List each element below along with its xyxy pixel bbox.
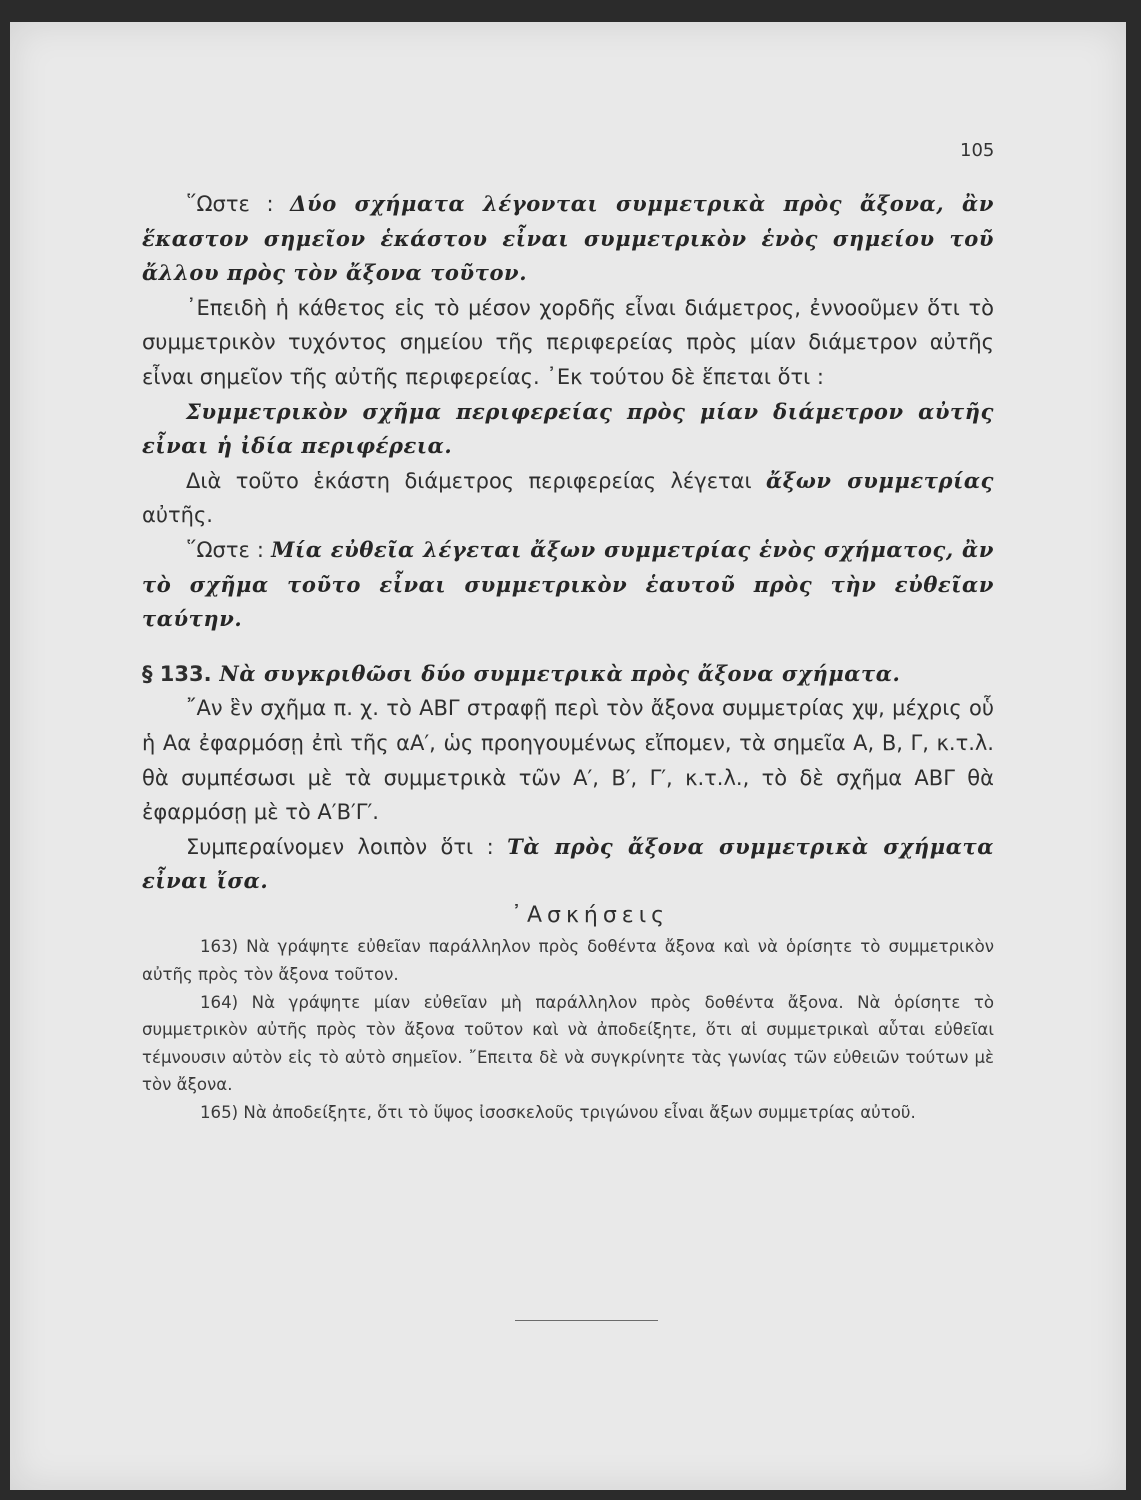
paragraph-rotation: ῎Αν ἓν σχῆμα π. χ. τὸ ΑΒΓ στραφῇ περὶ τὸν ἄξονα συμμετρίας χψ, μέχρις οὗ ἡ Αα ἐφαρμόσῃ ἐπὶ τῆς αΑ′, ὡς προηγουμένως εἴπομεν, τὰ σημεῖα Α, Β, Γ, κ.τ.λ. θὰ συμπέσωσι μὲ τὰ συμμετρικὰ τῶν Α′, Β′, Γ′, κ.τ.λ., τὸ δὲ σχῆμα ΑΒΓ θὰ ἐφαρμόσῃ μὲ τὸ Α′Β′Γ′. bbox=[142, 696, 994, 825]
section-title: Νὰ συγκριθῶσι δύο συμμετρικὰ πρὸς ἄξονα σχήματα. bbox=[211, 660, 901, 686]
section-heading bbox=[142, 657, 994, 692]
paragraph-lead: ῞Ωστε : bbox=[186, 537, 272, 562]
definition-text: Δύο σχήματα λέγονται συμμετρικὰ πρὸς ἄξονα, ἂν ἕκαστον σημεῖον ἑκάστου εἶναι συμμετρικὸν ἑνὸς σημείου τοῦ ἄλλου πρὸς τὸν ἄξονα τοῦτον. bbox=[142, 191, 994, 286]
page-number: 105 bbox=[960, 140, 995, 161]
paragraph-lead: ῞Ωστε : bbox=[186, 192, 291, 216]
definition-text: Μία εὐθεῖα λέγεται ἄξων συμμετρίας ἑνὸς σχήματος, ἂν τὸ σχῆμα τοῦτο εἶναι συμμετρικὸν ἑαυτοῦ πρὸς τὴν εὐθεῖαν ταύτην. bbox=[142, 536, 994, 632]
exercise-list bbox=[142, 933, 994, 1126]
definition-text: Τὰ πρὸς ἄξονα συμμετρικὰ σχήματα εἶναι ἴσα. bbox=[142, 833, 994, 894]
paragraph-axis bbox=[142, 464, 994, 533]
divider-line bbox=[515, 1320, 658, 1321]
exercises-title: ᾿Ασκήσεις bbox=[510, 902, 670, 928]
paragraph-text: Διὰ τοῦτο ἑκάστη διάμετρος περιφερείας λέγεται bbox=[186, 468, 767, 493]
definition-text: Συμμετρικὸν σχῆμα περιφερείας πρὸς μίαν διάμετρον αὐτῆς εἶναι ἡ ἰδία περιφέρεια. bbox=[142, 398, 994, 459]
paragraph-definition-symmetric-figures bbox=[142, 187, 994, 291]
paragraph-diameter: ᾿Επειδὴ ἡ κάθετος εἰς τὸ μέσον χορδῆς εἶναι διάμετρος, ἐννοοῦμεν ὅτι τὸ συμμετρικὸν τυχόντος σημείου τῆς περιφερείας πρὸς μίαν διάμετρον αὐτῆς εἶναι σημεῖον τῆς αὐτῆς περιφερείας. ᾿Εκ τούτου δὲ ἕπεται ὅτι : bbox=[142, 295, 994, 389]
exercise-item: 163) Νὰ γράψητε εὐθεῖαν παράλληλον πρὸς δοθέντα ἄξονα καὶ νὰ ὁρίσητε τὸ συμμετρικὸν αὐτῆς πρὸς τὸν ἄξονα τοῦτον. bbox=[142, 937, 994, 985]
page-body bbox=[142, 187, 994, 1127]
paragraph-conclusion bbox=[142, 830, 994, 899]
paragraph-text: Συμπεραίνομεν λοιπὸν ὅτι : bbox=[186, 834, 508, 859]
spacer bbox=[142, 637, 994, 657]
book-page bbox=[10, 22, 1126, 1490]
paragraph-definition-circle bbox=[142, 395, 994, 464]
section-number: § 133. bbox=[142, 661, 212, 686]
paragraph-tail: αὐτῆς. bbox=[142, 503, 213, 528]
exercise-item: 164) Νὰ γράψητε μίαν εὐθεῖαν μὴ παράλληλον πρὸς δοθέντα ἄξονα. Νὰ ὁρίσητε τὸ συμμετρικὸν αὐτῆς πρὸς τὸν ἄξονα τοῦτον καὶ νὰ ἀποδείξητε, ὅτι αἱ συμμετρικαὶ αὗται εὐθεῖαι τέμνουσιν αὐτὸν εἰς τὸ αὐτὸ σημεῖον. ῎Επειτα δὲ νὰ συγκρίνητε τὰς γωνίας τῶν εὐθειῶν τούτων μὲ τὸν ἄξονα. bbox=[142, 992, 994, 1095]
paragraph-definition-axis bbox=[142, 533, 994, 637]
term-text: ἄξων συμμετρίας bbox=[766, 467, 994, 493]
exercise-item: 165) Νὰ ἀποδείξητε, ὅτι τὸ ὕψος ἰσοσκελοῦς τριγώνου εἶναι ἄξων συμμετρίας αὐτοῦ. bbox=[200, 1103, 916, 1123]
